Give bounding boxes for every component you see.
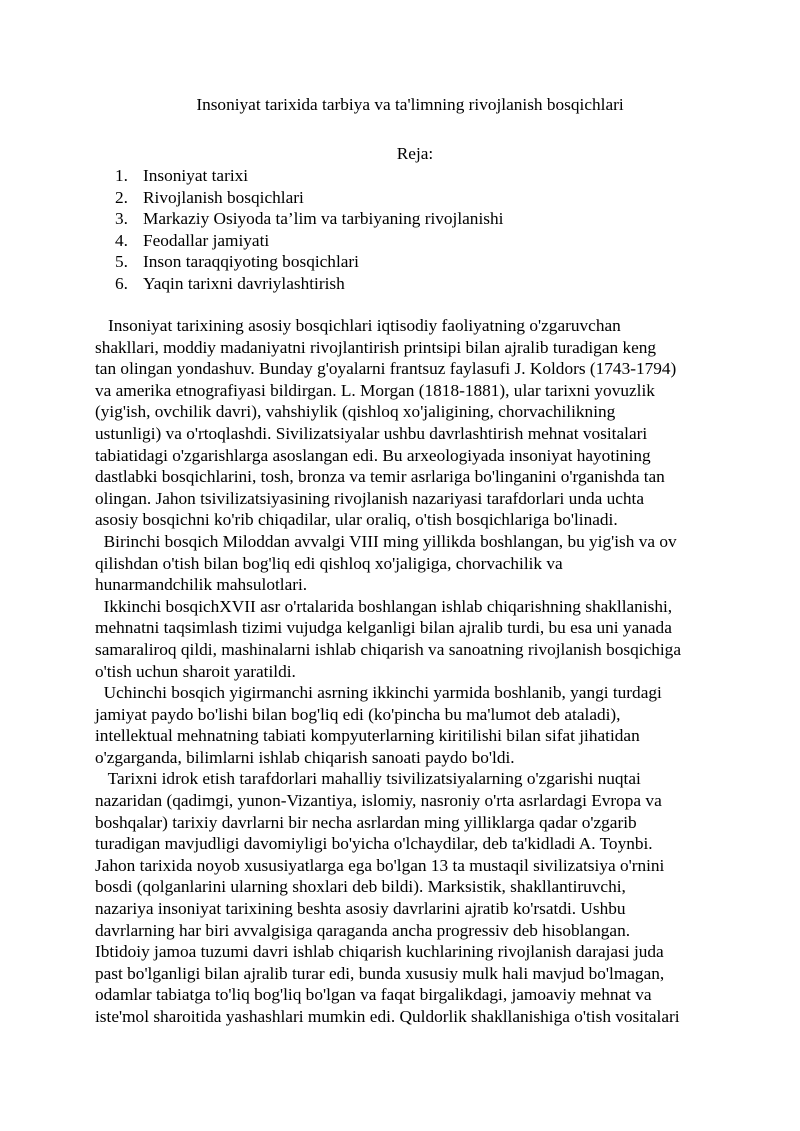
plan-item (115, 187, 503, 209)
plan-item-number: 5. (115, 252, 128, 272)
plan-item (115, 230, 503, 252)
body-line: Birinchi bosqich Miloddan avvalgi VIII ming yillikda boshlangan, bu yig'ish va ov (95, 531, 677, 551)
plan-item (115, 208, 503, 230)
plan-item-number: 4. (115, 230, 128, 250)
body-line: tan olingan yondashuv. Bunday g'oyalarni frantsuz faylasufi J. Koldors (1743-1794) (95, 359, 677, 379)
body-line: o'tish uchun sharoit yaratildi. (95, 661, 296, 681)
body-line: Ikkinchi bosqichXVII asr o'rtalarida boshlangan ishlab chiqarishning shakllanishi, (95, 596, 673, 616)
body-line: Jahon tarixida noyob xususiyatlarga ega bo'lgan 13 ta mustaqil sivilizatsiya o'rnini (95, 855, 665, 875)
plan-item-number: 1. (115, 166, 128, 185)
body-line: ustunligi) va o'rtoqlashdi. Sivilizatsiyalar ushbu davrlashtirish mehnat vositalari (95, 423, 648, 443)
plan-item-text: Inson taraqqiyoting bosqichlari (143, 252, 359, 272)
body-line: tabiatidagi o'zgarishlarga asoslangan edi. Bu arxeologiyada insoniyat hayotining (95, 445, 651, 465)
plan-item-text: Yaqin tarixni davriylashtirish (143, 273, 345, 293)
plan-item-number: 3. (115, 209, 128, 229)
body-line: odamlar tabiatga to'liq bog'liq bo'lgan va faqat birgalikdagi, jamoaviy mehnat va (95, 985, 652, 1005)
plan-item-text: Insoniyat tarixi (143, 166, 249, 185)
body-line: past bo'lganligi bilan ajralib turar edi, bunda xususiy mulk hali mavjud bo'lmagan, (95, 963, 665, 983)
body-line: intellektual mehnatning tabiati kompyuterlarning kiritilishi bilan sifat jihatidan (95, 726, 640, 746)
body-line: iste'mol sharoitida yashashlari mumkin edi. Quldorlik shakllanishiga o'tish vositalari (95, 1007, 680, 1026)
body-line: boshqalar) tarixiy davrlarni bir necha asrlardan ming yilliklarga qadar o'zgarib (95, 812, 637, 832)
body-line: qilishdan o'tish bilan bog'liq edi qishloq xo'jaligiga, chorvachilik va (95, 553, 563, 573)
body-line: nazariya insoniyat tarixining beshta asosiy davrlarini ajratib ko'rsatdi. Ushbu (95, 899, 626, 919)
body-line: mehnatni taqsimlash tizimi vujudga kelganligi bilan ajralib turdi, bu esa uni yanada (95, 618, 672, 638)
plan-heading: Reja: (396, 144, 434, 163)
body-line: davrlarning har biri avvalgisiga qaraganda ancha progressiv deb hisoblangan. (95, 920, 631, 940)
body-line: olingan. Jahon tsivilizatsiyasining rivojlanish nazariyasi tarafdorlari unda uchta (95, 488, 645, 508)
body-line: Uchinchi bosqich yigirmanchi asrning ikkinchi yarmida boshlanib, yangi turdagi (95, 683, 662, 703)
body-line: Tarixni idrok etish tarafdorlari mahalliy tsivilizatsiyalarning o'zgarishi nuqtai (95, 769, 641, 789)
plan-item-text: Markaziy Osiyoda ta’lim va tarbiyaning rivojlanishi (143, 209, 504, 229)
plan-item (115, 165, 503, 187)
plan-item (115, 273, 503, 295)
plan-item-text: Rivojlanish bosqichlari (143, 187, 304, 207)
body-line: jamiyat paydo bo'lishi bilan bog'liq edi (ko'pincha bu ma'lumot deb ataladi), (95, 704, 621, 724)
body-line: Insoniyat tarixining asosiy bosqichlari iqtisodiy faoliyatning o'zgaruvchan (95, 316, 621, 335)
body-line: samaraliroq qildi, mashinalarni ishlab chiqarish va sanoatning rivojlanish bosqichiga (95, 639, 681, 659)
body-line: va amerika etnografiyasi bildirgan. L. Morgan (1818-1881), ular tarixni yovuzlik (95, 380, 655, 400)
body-line: bosdi (qolganlarini ularning shoxlari deb bildi). Marksistik, shakllantiruvchi, (95, 877, 626, 897)
body-line: nazaridan (qadimgi, yunon-Vizantiya, islomiy, nasroniy o'rta asrlardagi Evropa va (95, 791, 662, 811)
body-line: asosiy bosqichni ko'rib chiqadilar, ular oraliq, o'tish bosqichlariga bo'linadi. (95, 510, 618, 530)
body-line: hunarmandchilik mahsulotlari. (95, 575, 308, 595)
document-title: Insoniyat tarixida tarbiya va ta'limning rivojlanish bosqichlari (196, 95, 624, 114)
plan-item-number: 6. (115, 273, 128, 293)
body-text (95, 315, 745, 1028)
plan-item-number: 2. (115, 187, 128, 207)
plan-item (115, 251, 503, 273)
body-line: shakllari, moddiy madaniyatni rivojlantirish printsipi bilan ajralib turadigan keng (95, 337, 657, 357)
plan-item-text: Feodallar jamiyati (143, 230, 270, 250)
plan-list (115, 165, 503, 295)
body-line: turadigan mavjudligi davomiyligi bo'yicha o'lchaydilar, deb ta'kidladi A. Toynbi. (95, 834, 653, 854)
body-line: (yig'ish, ovchilik davri), vahshiylik (qishloq xo'jaligining, chorvachilikning (95, 402, 616, 422)
body-line: dastlabki bosqichlarini, tosh, bronza va temir asrlariga bo'linganini o'rganishda tan (95, 467, 665, 487)
body-line: o'zgarganda, bilimlarni ishlab chiqarish sanoati paydo bo'ldi. (95, 747, 515, 767)
body-line: Ibtidoiy jamoa tuzumi davri ishlab chiqarish kuchlarining rivojlanish darajasi juda (95, 942, 664, 962)
